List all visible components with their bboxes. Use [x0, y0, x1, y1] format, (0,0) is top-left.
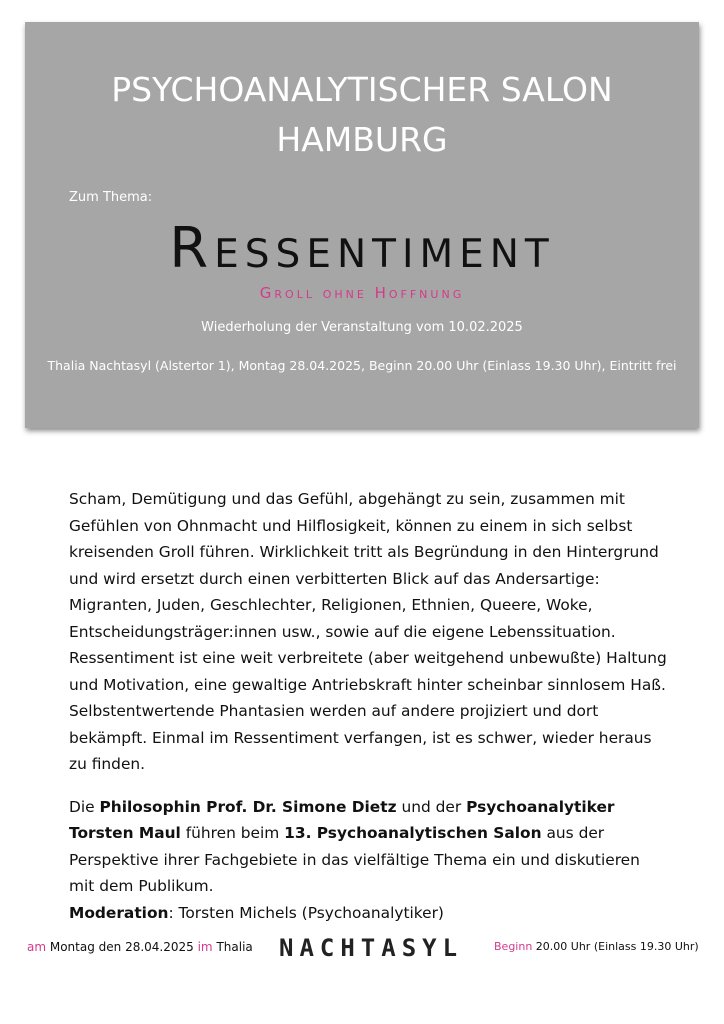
speakers-and: und der	[396, 797, 467, 816]
footer-date-venue	[27, 940, 253, 954]
speaker-dietz: Philosophin Prof. Dr. Simone Dietz	[99, 797, 397, 816]
speakers-intro: Die	[69, 797, 100, 816]
repeat-note: Wiederholung der Veranstaltung vom 10.02.2025	[201, 320, 523, 335]
footer-am: am	[27, 940, 47, 954]
main-title: Ressentiment	[169, 216, 555, 281]
topic-label: Zum Thema:	[69, 190, 153, 205]
salon-title-line1: PSYCHOANALYTISCHER SALON	[111, 70, 613, 109]
speakers-mid: führen beim	[180, 824, 285, 842]
event-header-banner	[25, 22, 699, 428]
salon-title-line2: HAMBURG	[276, 120, 448, 159]
speakers-paragraph	[69, 794, 669, 927]
speaker-maul: Psychoanalytiker Torsten Maul	[69, 797, 615, 842]
speakers-rest: aus der Perspektive ihrer Fachgebiete in das vielfältige Thema ein und diskutieren mit dem Publikum.	[69, 824, 640, 895]
moderation-text: : Torsten Michels (Psychoanalytiker)	[168, 903, 444, 922]
footer-date: Montag den 28.04.2025	[46, 940, 198, 954]
footer-venue: Thalia	[212, 940, 253, 954]
description-paragraph: Scham, Demütigung und das Gefühl, abgehängt zu sein, zusammen mit Gefühlen von Ohnmacht und Hilflosigkeit, können zu einem in sich selbst kreisenden Groll führen. Wirklichkeit tritt als Begründung in den Hintergrund und wird ersetzt durch einen verbitterten Blick auf das Andersartige: Migranten, Juden, Geschlechter, Religionen, Ethnien, Queere, Woke, Entscheidungsträger:innen usw., sowie auf die eigene Lebenssituation. Ressentiment ist eine weit verbreitete (aber weitgehend unbewußte) Haltung und Motivation, eine gewaltige Antriebskraft hinter scheinbar sinnlosem Haß. Selbstentwertende Phantasien werden auf andere projiziert und dort bekämpft. Einmal im Ressentiment verfangen, ist es schwer, wieder heraus zu finden.	[69, 490, 667, 773]
footer-beginn-label: Beginn	[494, 940, 533, 953]
moderation-label: Moderation	[69, 903, 169, 922]
footer-im: im	[197, 940, 213, 954]
footer-time	[494, 940, 699, 953]
nachtasyl-logo: NACHTASYL	[279, 934, 464, 962]
venue-info: Thalia Nachtasyl (Alstertor 1), Montag 28.04.2025, Beginn 20.00 Uhr (Einlass 19.30 Uhr), Eintritt frei	[47, 358, 677, 373]
event-description	[69, 486, 669, 926]
subtitle: Groll ohne Hoffnung	[259, 284, 465, 302]
footer-bar	[27, 936, 707, 962]
salon-title	[25, 65, 699, 165]
footer-beginn-text: 20.00 Uhr (Einlass 19.30 Uhr)	[532, 940, 699, 953]
event-number: 13. Psychoanalytischen Salon	[284, 824, 542, 842]
